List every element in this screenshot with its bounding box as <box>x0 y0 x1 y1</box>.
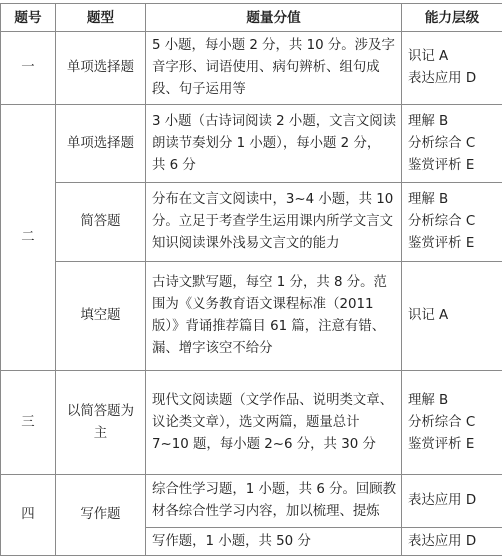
score-line: 朗读节奏划分 1 小题），每小题 2 分， <box>152 133 397 155</box>
score-line: 围为《义务教育语文课程标准（2011 <box>152 294 397 316</box>
table-row <box>1 32 502 105</box>
question-number: 三 <box>21 415 34 430</box>
question-number-cell <box>1 371 56 475</box>
score-line: 写作题，1 小题，共 50 分 <box>152 531 397 553</box>
question-number: 一 <box>21 60 34 75</box>
question-type-cell <box>56 262 146 371</box>
question-number: 二 <box>21 230 34 245</box>
level-cell <box>402 262 502 371</box>
score-cell <box>146 105 402 183</box>
header-num: 题号 <box>1 4 56 32</box>
score-line: 段、句子运用等 <box>152 79 397 101</box>
level-line: 理解 B <box>408 390 500 412</box>
question-type: 填空题 <box>56 305 145 327</box>
question-type: 单项选择题 <box>56 133 145 155</box>
question-type: 单项选择题 <box>56 57 145 79</box>
score-line: 古诗文默写题，每空 1 分，共 8 分。范 <box>152 272 397 294</box>
score-line: 议论类文章），选文两篇，题量总计 <box>152 412 397 434</box>
score-line: 7~10 题，每小题 2~6 分，共 30 分 <box>152 434 397 456</box>
table-row <box>1 262 502 371</box>
level-line: 鉴赏评析 E <box>408 434 500 456</box>
level-cell <box>402 475 502 528</box>
question-type-cell <box>56 32 146 105</box>
header-type: 题型 <box>56 4 146 32</box>
header-level: 能力层级 <box>402 4 502 32</box>
level-cell <box>402 105 502 183</box>
score-line: 漏、增字该空不给分 <box>152 338 397 360</box>
score-line: 5 小题，每小题 2 分，共 10 分。涉及字 <box>152 35 397 57</box>
question-type-cell <box>56 183 146 262</box>
score-cell <box>146 262 402 371</box>
question-type-cell <box>56 475 146 556</box>
score-line: 知识阅读课外浅易文言文的能力 <box>152 233 397 255</box>
question-type: 简答题 <box>56 211 145 233</box>
level-cell <box>402 183 502 262</box>
score-line: 分。立足于考查学生运用课内所学文言文 <box>152 211 397 233</box>
score-line: 音字形、词语使用、病句辨析、组句成 <box>152 57 397 79</box>
score-cell <box>146 528 402 556</box>
level-line: 表达应用 D <box>408 531 500 553</box>
table-row <box>1 183 502 262</box>
score-cell <box>146 183 402 262</box>
question-number-cell <box>1 475 56 556</box>
score-line: 共 6 分 <box>152 155 397 177</box>
score-cell <box>146 371 402 475</box>
level-cell <box>402 32 502 105</box>
level-line: 识记 A <box>408 305 500 327</box>
level-line: 理解 B <box>408 111 500 133</box>
question-type-cell <box>56 105 146 183</box>
table-row <box>1 475 502 528</box>
score-line: 综合性学习题，1 小题，共 6 分。回顾教 <box>152 479 397 501</box>
score-line: 分布在文言文阅读中，3~4 小题，共 10 <box>152 189 397 211</box>
table-header-row <box>1 4 502 32</box>
level-line: 分析综合 C <box>408 133 500 155</box>
level-line: 鉴赏评析 E <box>408 155 500 177</box>
question-type: 以简答题为 <box>56 401 145 423</box>
level-line: 鉴赏评析 E <box>408 233 500 255</box>
score-line: 材各综合性学习内容，加以梳理、提炼 <box>152 501 397 523</box>
score-line: 版）》背诵推荐篇目 61 篇，注意有错、 <box>152 316 397 338</box>
level-line: 理解 B <box>408 189 500 211</box>
level-cell <box>402 371 502 475</box>
level-line: 表达应用 D <box>408 490 500 512</box>
question-number-cell <box>1 32 56 105</box>
table-row <box>1 105 502 183</box>
score-line: 现代文阅读题（文学作品、说明类文章、 <box>152 390 397 412</box>
exam-structure-table <box>0 3 502 556</box>
score-line: 3 小题（古诗词阅读 2 小题，文言文阅读 <box>152 111 397 133</box>
score-cell <box>146 32 402 105</box>
question-type: 主 <box>56 423 145 445</box>
header-score: 题量分值 <box>146 4 402 32</box>
table-row <box>1 371 502 475</box>
question-type: 写作题 <box>56 504 145 526</box>
question-type-cell <box>56 371 146 475</box>
question-number: 四 <box>21 507 34 522</box>
question-number-cell <box>1 105 56 371</box>
level-line: 分析综合 C <box>408 211 500 233</box>
level-line: 表达应用 D <box>408 68 500 90</box>
level-line: 识记 A <box>408 46 500 68</box>
level-line: 分析综合 C <box>408 412 500 434</box>
level-cell <box>402 528 502 556</box>
score-cell <box>146 475 402 528</box>
